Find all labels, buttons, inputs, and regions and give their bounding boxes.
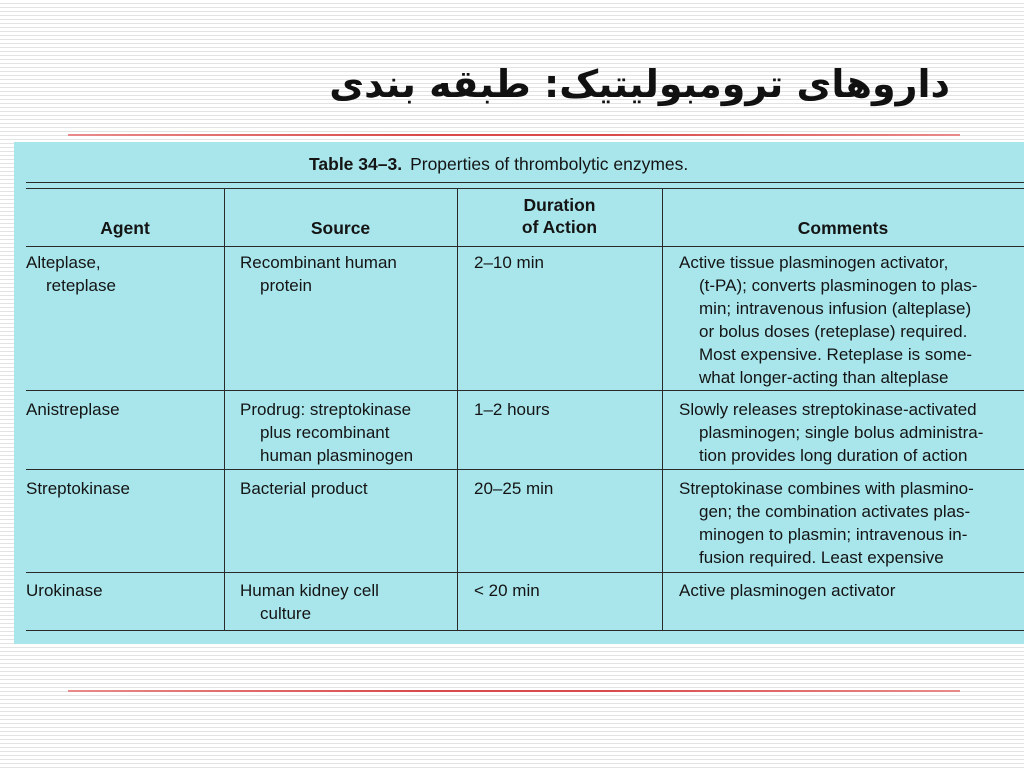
- duration-line: < 20 min: [474, 581, 540, 600]
- table-caption-label: Table 34–3.: [309, 154, 403, 174]
- source-line: protein: [260, 276, 312, 295]
- column-divider-3: [662, 188, 663, 630]
- row-divider-1: [26, 390, 1024, 391]
- agent-line: Urokinase: [26, 581, 103, 600]
- source-line: human plasminogen: [260, 446, 414, 465]
- table-row-2-comments: [679, 398, 983, 467]
- comment-line: (t-PA); converts plasminogen to plas-: [699, 276, 978, 295]
- source-line: Prodrug: streptokinase: [240, 400, 412, 419]
- table-top-rule-2: [26, 188, 1024, 189]
- header-duration: [457, 194, 662, 238]
- table-row-2-duration: [474, 398, 550, 421]
- table-row-1-comments: [679, 251, 977, 389]
- title-divider-line: [68, 134, 960, 136]
- table-row-1-source: [240, 251, 397, 297]
- table-row-1-duration: [474, 251, 544, 274]
- table-row-2-source: [240, 398, 413, 467]
- agent-line: Anistreplase: [26, 400, 120, 419]
- header-bottom-rule: [26, 246, 1024, 247]
- comment-line: Active plasminogen activator: [679, 581, 896, 600]
- comment-line: Most expensive. Reteplase is some-: [699, 345, 973, 364]
- header-duration-line2: of Action: [521, 217, 598, 237]
- source-line: culture: [260, 604, 312, 623]
- comment-line: Slowly releases streptokinase-activated: [679, 400, 977, 419]
- table-row-3-agent: [26, 477, 130, 500]
- comment-line: Streptokinase combines with plasmino-: [679, 479, 974, 498]
- comment-line: fusion required. Least expensive: [699, 548, 944, 567]
- agent-line: reteplase: [46, 276, 116, 295]
- comment-line: plasminogen; single bolus administra-: [699, 423, 984, 442]
- source-line: Bacterial product: [240, 479, 368, 498]
- table-row-4-source: [240, 579, 379, 625]
- source-line: Human kidney cell: [240, 581, 379, 600]
- table-caption-text: Properties of thrombolytic enzymes.: [410, 154, 689, 174]
- footer-divider-line: [68, 690, 960, 692]
- duration-line: 20–25 min: [474, 479, 554, 498]
- column-divider-1: [224, 188, 225, 630]
- header-duration-line1: Duration: [523, 195, 596, 215]
- agent-line: Streptokinase: [26, 479, 130, 498]
- row-divider-3: [26, 572, 1024, 573]
- table-bottom-rule: [26, 630, 1024, 631]
- header-agent: Agent: [100, 218, 150, 238]
- comment-line: or bolus doses (reteplase) required.: [699, 322, 968, 341]
- comment-line: minogen to plasmin; intravenous in-: [699, 525, 968, 544]
- comment-line: tion provides long duration of action: [699, 446, 968, 465]
- table-row-2-agent: [26, 398, 120, 421]
- header-source: Source: [310, 218, 371, 238]
- scanned-table-image: [14, 142, 1024, 644]
- source-line: plus recombinant: [260, 423, 390, 442]
- row-divider-2: [26, 469, 1024, 470]
- table-caption: [309, 154, 688, 175]
- table-row-4-agent: [26, 579, 103, 602]
- table-row-3-duration: [474, 477, 553, 500]
- comment-line: gen; the combination activates plas-: [699, 502, 971, 521]
- table-row-3-comments: [679, 477, 974, 569]
- column-divider-2: [457, 188, 458, 630]
- agent-line: Alteplase,: [26, 253, 101, 272]
- comment-line: Active tissue plasminogen activator,: [679, 253, 949, 272]
- table-row-1-agent: [26, 251, 116, 297]
- table-row-3-source: [240, 477, 368, 500]
- table-row-4-comments: [679, 579, 895, 602]
- duration-line: 1–2 hours: [474, 400, 550, 419]
- comment-line: what longer-acting than alteplase: [699, 368, 949, 387]
- header-comments: Comments: [797, 218, 889, 238]
- slide-title: داروهای ترومبولیتیک: طبقه بندی: [329, 62, 950, 106]
- comment-line: min; intravenous infusion (alteplase): [699, 299, 972, 318]
- table-row-4-duration: [474, 579, 540, 602]
- duration-line: 2–10 min: [474, 253, 544, 272]
- table-top-rule-1: [26, 182, 1024, 183]
- source-line: Recombinant human: [240, 253, 397, 272]
